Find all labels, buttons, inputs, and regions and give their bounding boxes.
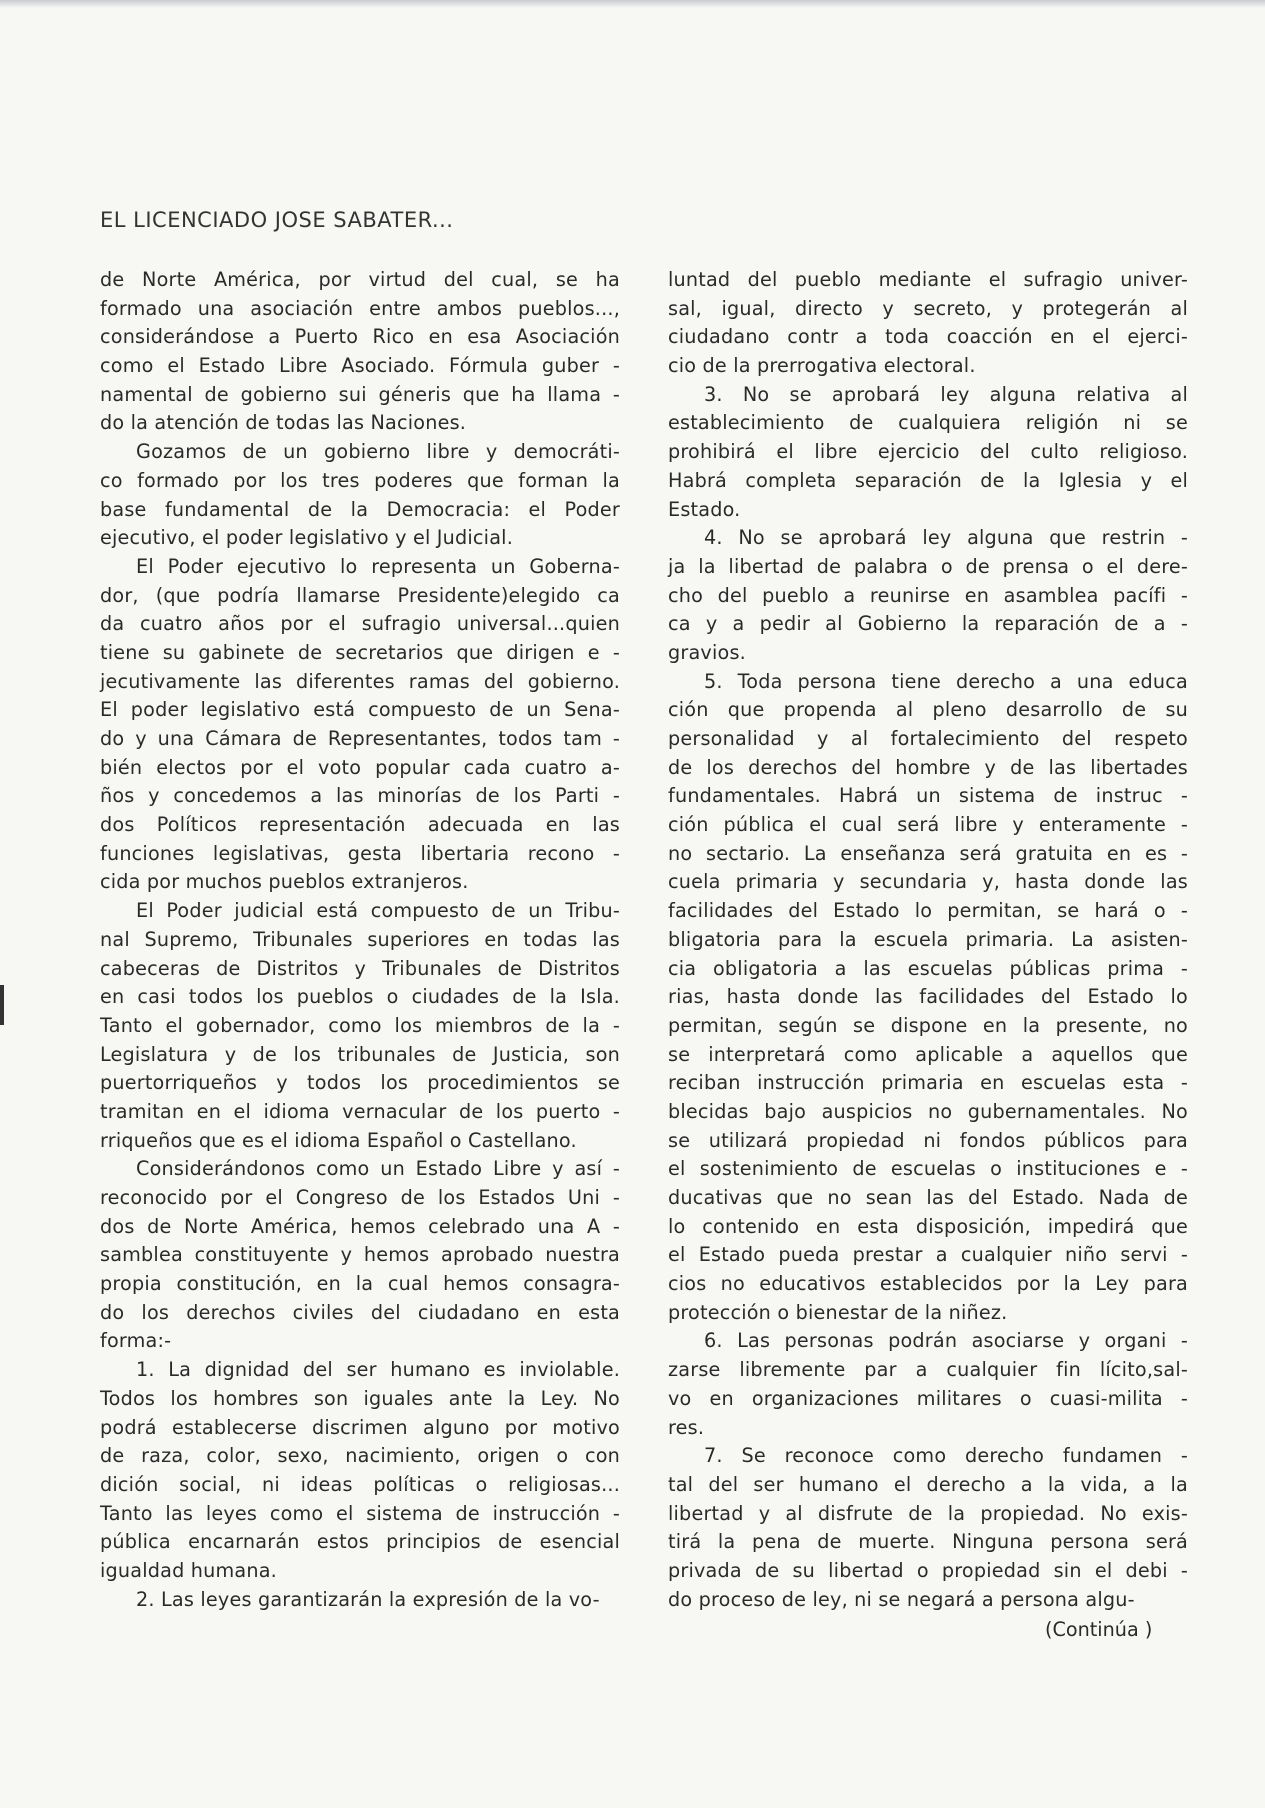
text-line: establecimiento de cualquiera religión ni se — [668, 411, 1188, 435]
text-line: de raza, color, sexo, nacimiento, origen o con — [100, 1444, 620, 1468]
text-line: no sectario. La enseñanza será gratuita en es - — [668, 841, 1188, 865]
text-line: cabeceras de Distritos y Tribunales de Distritos — [100, 956, 620, 980]
text-line: cios no educativos establecidos por la Ley para — [668, 1272, 1188, 1296]
text-line: ciudadano contr a toda coacción en el ejerci- — [668, 325, 1188, 349]
text-line: do la atención de todas las Naciones. — [100, 411, 467, 435]
text-line: tal del ser humano el derecho a la vida, a la — [668, 1472, 1188, 1496]
text-line: funciones legislativas, gesta libertaria recono - — [100, 841, 620, 865]
text-line: el Estado pueda prestar a cualquier niño servi - — [668, 1243, 1188, 1267]
paragraph — [668, 266, 1188, 381]
text-line: forma:- — [100, 1329, 172, 1353]
continue-label: (Continúa ) — [1045, 1618, 1153, 1641]
text-line: do los derechos civiles del ciudadano en esta — [100, 1300, 620, 1324]
paragraph — [100, 1586, 620, 1615]
text-line: propia constitución, en la cual hemos consagra- — [100, 1272, 620, 1296]
text-line: da cuatro años por el sufragio universal...quien — [100, 612, 620, 636]
text-line: privada de su libertad o propiedad sin el debi - — [668, 1558, 1188, 1582]
paragraph — [100, 553, 620, 897]
text-line: reciban instrucción primaria en escuelas esta - — [668, 1071, 1188, 1095]
text-line: bligatoria para la escuela primaria. La asisten- — [668, 927, 1188, 951]
text-line: prohibirá el libre ejercicio del culto religioso. — [668, 440, 1188, 464]
text-line: de los derechos del hombre y de las libertades — [668, 755, 1188, 779]
text-line: namental de gobierno sui géneris que ha llama - — [100, 382, 620, 406]
text-line: jecutivamente las diferentes ramas del gobierno. — [100, 669, 620, 693]
paragraph — [668, 524, 1188, 667]
text-line: cida por muchos pueblos extranjeros. — [100, 870, 469, 894]
text-line: facilidades del Estado lo permitan, se hará o - — [668, 899, 1188, 923]
text-line: fundamentales. Habrá un sistema de instruc - — [668, 784, 1188, 808]
text-line: vo en organizaciones militares o cuasi-milita - — [668, 1386, 1188, 1410]
text-line: Estado. — [668, 497, 741, 521]
page-heading: EL LICENCIADO JOSE SABATER... — [100, 208, 454, 232]
text-line: sal, igual, directo y secreto, y protegerán al — [668, 296, 1188, 320]
text-line: do y una Cámara de Representantes, todos tam - — [100, 727, 620, 750]
text-line: permitan, según se dispone en la presente, no — [668, 1013, 1188, 1037]
text-line: libertad y al disfrute de la propiedad. No exis- — [668, 1501, 1188, 1525]
text-line: co formado por los tres poderes que forman la — [100, 468, 620, 492]
text-line: blecidas bajo auspicios no gubernamentales. No — [668, 1099, 1188, 1123]
text-line: considerándose a Puerto Rico en esa Asociación — [100, 325, 620, 349]
text-line: res. — [668, 1415, 705, 1439]
text-line: 3. No se aprobará ley alguna relativa al — [704, 382, 1188, 406]
text-line: tramitan en el idioma vernacular de los puerto - — [100, 1099, 620, 1123]
text-line: El Poder ejecutivo lo representa un Goberna- — [136, 554, 620, 578]
text-line: pública encarnarán estos principios de esencial — [100, 1530, 620, 1554]
text-line: Tanto las leyes como el sistema de instrucción - — [100, 1501, 620, 1525]
paragraph — [100, 266, 620, 438]
text-line: tiene su gabinete de secretarios que dirigen e - — [100, 640, 620, 664]
text-line: zarse libremente par a cualquier fin lícito,sal- — [668, 1358, 1188, 1382]
paragraph — [668, 1442, 1188, 1614]
text-line: dos de Norte América, hemos celebrado una A - — [100, 1214, 620, 1238]
text-line: igualdad humana. — [100, 1558, 277, 1582]
text-line: ejecutivo, el poder legislativo y el Judicial. — [100, 526, 513, 550]
text-line: cia obligatoria a las escuelas públicas prima - — [668, 956, 1188, 980]
text-line: dición social, ni ideas políticas o religiosas... — [100, 1472, 620, 1496]
text-line: tirá la pena de muerte. Ninguna persona será — [668, 1530, 1188, 1554]
text-line: 2. Las leyes garantizarán la expresión de la vo- — [136, 1587, 600, 1611]
paragraph — [100, 897, 620, 1155]
text-line: 1. La dignidad del ser humano es inviolable. — [136, 1358, 620, 1382]
text-line: puertorriqueños y todos los procedimientos se — [100, 1071, 620, 1095]
text-line: ca y a pedir al Gobierno la reparación de a - — [668, 612, 1188, 636]
text-line: El Poder judicial está compuesto de un Tribu- — [136, 899, 620, 923]
right-text-column — [668, 266, 1188, 1614]
text-line: Legislatura y de los tribunales de Justicia, son — [100, 1042, 620, 1066]
text-line: nal Supremo, Tribunales superiores en todas las — [100, 927, 620, 951]
text-line: protección o bienestar de la niñez. — [668, 1300, 1008, 1324]
text-line: 6. Las personas podrán asociarse y organi - — [704, 1329, 1188, 1353]
text-line: formado una asociación entre ambos pueblos..., — [100, 296, 620, 320]
text-line: en casi todos los pueblos o ciudades de la Isla. — [100, 985, 620, 1009]
text-line: Considerándonos como un Estado Libre y así - — [136, 1157, 620, 1181]
text-line: Tanto el gobernador, como los miembros de la - — [100, 1013, 620, 1037]
page-top-edge — [0, 0, 1265, 8]
text-line: cho del pueblo a reunirse en asamblea pacífi - — [668, 583, 1188, 607]
text-line: reconocido por el Congreso de los Estados Uni - — [100, 1186, 620, 1209]
text-line: ños y concedemos a las minorías de los Parti - — [100, 784, 620, 808]
text-line: el sostenimiento de escuelas o instituciones e - — [668, 1157, 1188, 1181]
text-line: luntad del pueblo mediante el sufragio univer- — [668, 268, 1188, 291]
text-line: dor, (que podría llamarse Presidente)elegido ca — [100, 583, 620, 607]
text-line: podrá establecerse discrimen alguno por motivo — [100, 1415, 620, 1439]
text-line: ción que propenda al pleno desarrollo de su — [668, 698, 1188, 722]
text-line: como el Estado Libre Asociado. Fórmula guber - — [100, 354, 620, 378]
paragraph — [668, 668, 1188, 1328]
paragraph — [100, 1356, 620, 1586]
text-line: Gozamos de un gobierno libre y democráti- — [136, 440, 620, 464]
paragraph — [100, 1155, 620, 1356]
paragraph — [100, 438, 620, 553]
text-line: de Norte América, por virtud del cual, se ha — [100, 268, 620, 291]
text-line: rias, hasta donde las facilidades del Estado lo — [668, 985, 1188, 1009]
text-line: do proceso de ley, ni se negará a persona algu- — [668, 1587, 1135, 1611]
text-line: El poder legislativo está compuesto de un Sena- — [100, 698, 620, 722]
text-line: personalidad y al fortalecimiento del respeto — [668, 727, 1188, 750]
text-line: Todos los hombres son iguales ante la Ley. No — [100, 1386, 620, 1410]
text-line: ducativas que no sean las del Estado. Nada de — [668, 1186, 1188, 1209]
text-line: 5. Toda persona tiene derecho a una educa — [704, 669, 1188, 693]
text-line: dos Políticos representación adecuada en las — [100, 813, 620, 837]
text-line: 4. No se aprobará ley alguna que restrin - — [704, 526, 1188, 550]
text-line: cuela primaria y secundaria y, hasta donde las — [668, 870, 1188, 894]
text-line: se interpretará como aplicable a aquellos que — [668, 1042, 1188, 1066]
text-line: rriqueños que es el idioma Español o Castellano. — [100, 1128, 577, 1152]
text-line: 7. Se reconoce como derecho fundamen - — [704, 1444, 1188, 1468]
left-text-column — [100, 266, 620, 1614]
text-line: ja la libertad de palabra o de prensa o el dere- — [668, 554, 1188, 578]
text-line: samblea constituyente y hemos aprobado nuestra — [100, 1243, 620, 1267]
text-line: bién electos por el voto popular cada cuatro a- — [100, 755, 620, 779]
text-line: cio de la prerrogativa electoral. — [668, 354, 976, 378]
paragraph — [668, 1327, 1188, 1442]
text-line: base fundamental de la Democracia: el Poder — [100, 497, 620, 521]
text-line: Habrá completa separación de la Iglesia y el — [668, 468, 1188, 492]
paragraph — [668, 381, 1188, 524]
text-line: se utilizará propiedad ni fondos públicos para — [668, 1128, 1188, 1152]
page-left-edge-mark — [0, 985, 4, 1025]
text-line: gravios. — [668, 640, 746, 664]
text-line: lo contenido en esta disposición, impedirá que — [668, 1214, 1188, 1238]
text-line: ción pública el cual será libre y enteramente - — [668, 813, 1188, 837]
